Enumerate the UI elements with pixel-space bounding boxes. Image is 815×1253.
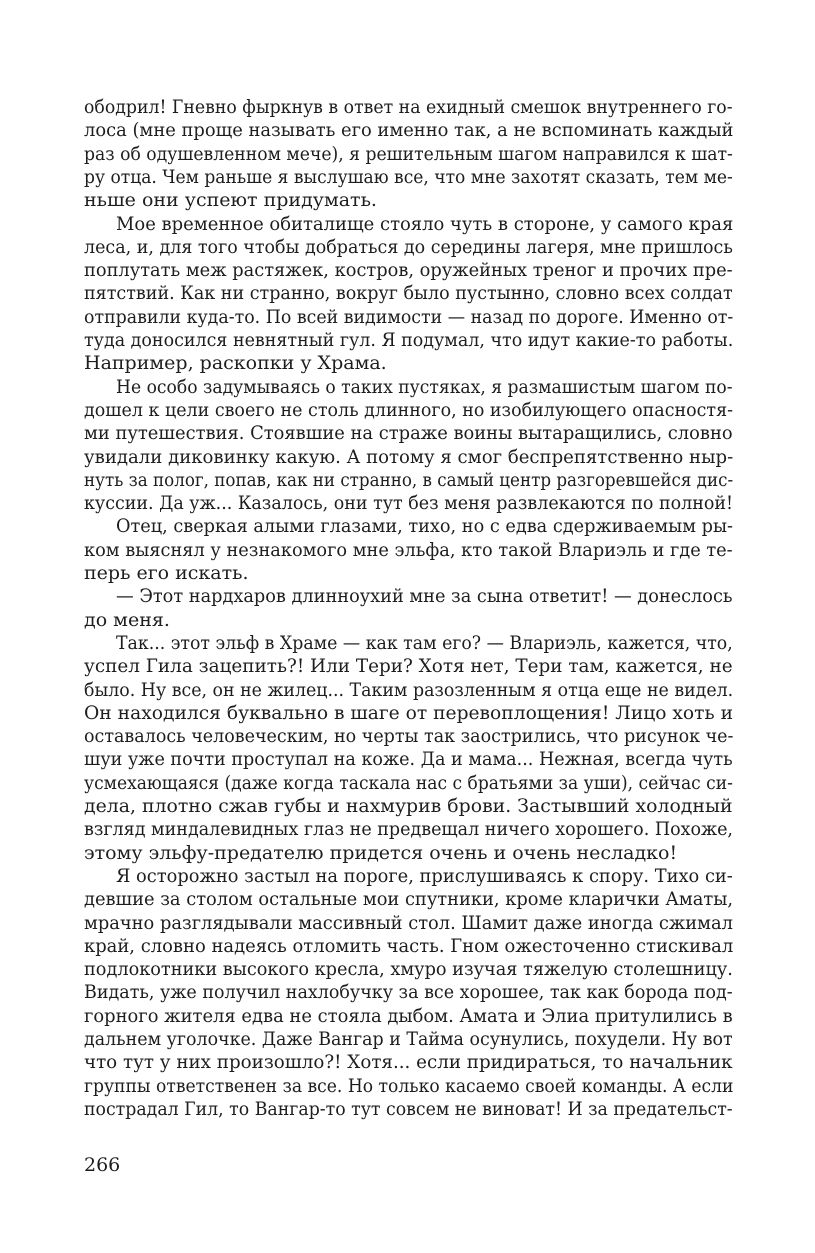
text-line: дошел к цели своего не столь длинного, но изобилующего опасностя- bbox=[84, 398, 733, 421]
text-line: край, словно надеясь отломить часть. Гном ожесточенно стискивал bbox=[84, 934, 734, 957]
text-line: поплутать меж растяжек, костров, оружейных треног и прочих пре- bbox=[84, 259, 733, 282]
text-line: Например, раскопки у Храма. bbox=[84, 352, 387, 375]
text-line: куссии. Да уж... Казалось, они тут без меня развлекаются по полной! bbox=[84, 492, 734, 515]
text-line: лоса (мне проще называть его именно так, а не вспоминать каждый bbox=[84, 119, 734, 142]
text-line: дела, плотно сжав губы и нахмурив брови. Застывший холодный bbox=[84, 795, 733, 817]
text-line: оставалось человеческим, но черты так заострились, что рисунок че- bbox=[84, 725, 734, 748]
text-line: Так... этот эльф в Храме — как там его? — Влариэль, кажется, что, bbox=[116, 631, 733, 654]
text-line: до меня. bbox=[84, 608, 170, 631]
text-line: пострадал Гил, то Вангар-то тут совсем не виноват! И за предательст- bbox=[84, 1097, 733, 1120]
text-line: мрачно разглядывали массивный стол. Шамит даже иногда сжимал bbox=[84, 911, 733, 934]
text-line: усмехающаяся (даже когда таскала нас с братьями за уши), сейчас си- bbox=[84, 771, 733, 794]
text-line: шуи уже почти проступал на коже. Да и мама... Нежная, всегда чуть bbox=[84, 748, 733, 771]
text-line: успел Гила зацепить?! Или Тери? Хотя нет, Тери там, кажется, не bbox=[84, 655, 733, 678]
text-line: леса, и, для того чтобы добраться до середины лагеря, мне пришлось bbox=[84, 235, 733, 258]
text-line: Отец, сверкая алыми глазами, тихо, но с едва сдерживаемым ры- bbox=[116, 515, 733, 538]
text-line: этому эльфу-предателю придется очень и очень несладко! bbox=[84, 841, 678, 864]
text-line: Я осторожно застыл на пороге, прислушиваясь к спору. Тихо си- bbox=[116, 864, 733, 887]
text-line: взгляд миндалевидных глаз не предвещал ничего хорошего. Похоже, bbox=[84, 818, 733, 841]
text-line: перь его искать. bbox=[84, 562, 249, 584]
text-line: — Этот нардхаров длинноухий мне за сына ответит! — донеслось bbox=[116, 585, 733, 608]
text-line: группы ответственен за все. Но только касаемо своей команды. А если bbox=[84, 1074, 734, 1097]
text-line: дальнем уголочке. Даже Вангар и Тайма осунулись, похудели. Ну вот bbox=[84, 1028, 733, 1050]
text-line: ободрил! Гневно фыркнув в ответ на ехидный смешок внутреннего го- bbox=[84, 96, 733, 118]
text-line: ком выяснял у незнакомого мне эльфа, кто такой Влариэль и где те- bbox=[84, 538, 733, 561]
text-line: ру отца. Чем раньше я выслушаю все, что мне захотят сказать, тем ме- bbox=[84, 165, 733, 188]
page-number: 266 bbox=[84, 1154, 121, 1176]
text-line: Видать, уже получил нахлобучку за все хорошее, так как борода под- bbox=[84, 981, 733, 1004]
text-line: было. Ну все, он не жилец... Таким разозленным я отца еще не видел. bbox=[84, 678, 734, 701]
text-line: раз об одушевленном мече), я решительным шагом направился к шат- bbox=[84, 142, 733, 165]
text-line: ми путешествия. Стоявшие на страже воины вытаращились, словно bbox=[84, 422, 733, 445]
text-line: Не особо задумываясь о таких пустяках, я размашистым шагом по- bbox=[116, 375, 733, 398]
text-line: нуть за полог, попав, как ни странно, в самый центр разгоревшейся дис- bbox=[84, 468, 734, 491]
text-line: туда доносился невнятный гул. Я подумал, что идут какие-то работы. bbox=[84, 329, 734, 351]
text-line: Мое временное обиталище стояло чуть в стороне, у самого края bbox=[116, 212, 734, 235]
text-line: пятствий. Как ни странно, вокруг было пустынно, словно всех солдат bbox=[84, 282, 733, 305]
text-line: ньше они успеют придумать. bbox=[84, 189, 377, 212]
text-line: девшие за столом остальные мои спутники, кроме кларички Аматы, bbox=[84, 888, 734, 911]
text-line: отправили куда-то. По всей видимости — назад по дороге. Именно от- bbox=[84, 305, 734, 328]
text-line: Он находился буквально в шаге от перевоплощения! Лицо хоть и bbox=[84, 701, 734, 724]
text-line: горного жителя едва не стояла дыбом. Амата и Элиа притулились в bbox=[84, 1004, 733, 1027]
text-line: увидали диковинку какую. А потому я смог беспрепятственно ныр- bbox=[84, 445, 734, 468]
text-line: подлокотники высокого кресла, хмуро изучая тяжелую столешницу. bbox=[84, 958, 733, 981]
text-line: что тут у них произошло?! Хотя... если придираться, то начальник bbox=[84, 1051, 733, 1074]
